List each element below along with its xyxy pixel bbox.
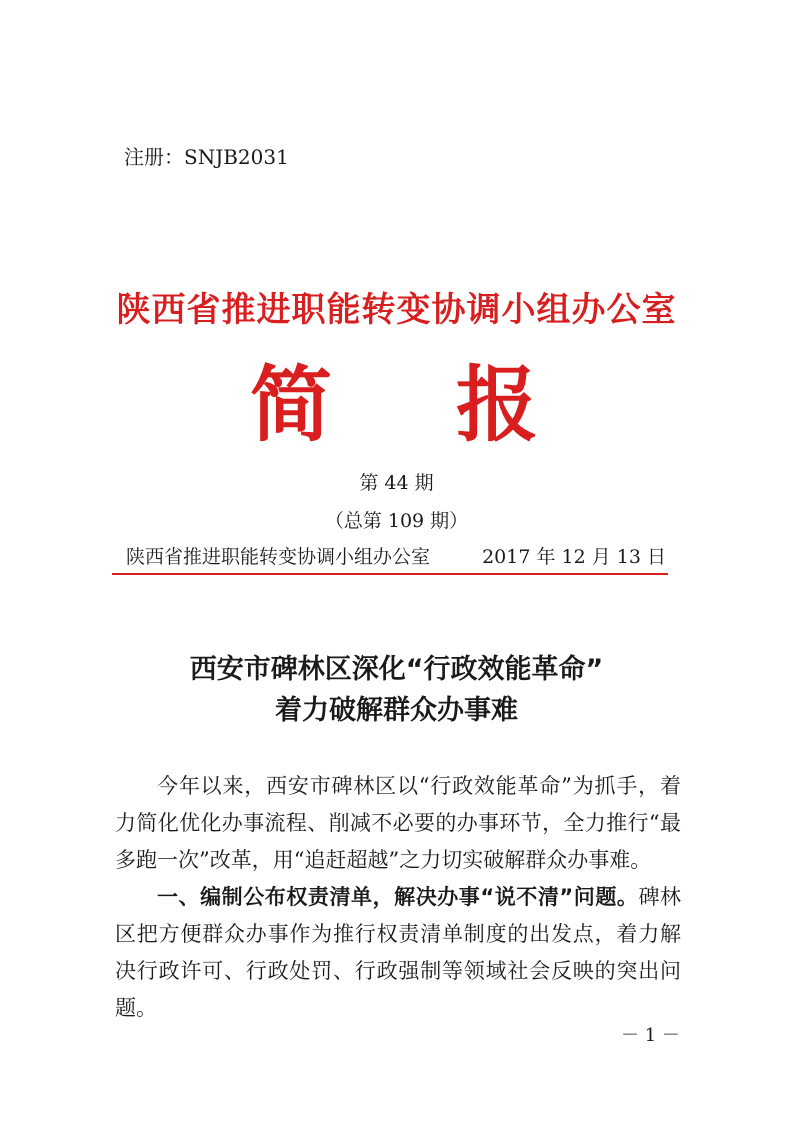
paragraph-section-1 xyxy=(115,879,681,1027)
issuing-office-header: 陕西省推进职能转变协调小组办公室 xyxy=(116,290,677,330)
section-1-body: 碑林区把方便群众办事作为推行权责清单制度的出发点，着力解决行政许可、行政处罚、行政强制等领域社会反映的突出问题。 xyxy=(115,885,681,1020)
paragraph-intro: 今年以来，西安市碑林区以“行政效能革命”为抓手，着力简化优化办事流程、削减不必要的办事环节，全力推行“最多跑一次”改革，用“追赶超越”之力切实破解群众办事难。 xyxy=(115,774,681,872)
article-title-line-2: 着力破解群众办事难 xyxy=(275,695,518,726)
issue-number: 第 44 期 xyxy=(359,472,434,494)
page-number: － 1 － xyxy=(621,1025,680,1046)
publisher-name: 陕西省推进职能转变协调小组办公室 xyxy=(126,546,431,568)
masthead-char-2: 报 xyxy=(456,358,539,453)
article-body xyxy=(115,768,681,1027)
bulletin-masthead xyxy=(0,356,793,456)
masthead-char-1: 简 xyxy=(250,358,333,453)
total-issue-number: （总第 109 期） xyxy=(324,510,469,532)
registration-number: 注册：SNJB2031 xyxy=(124,145,289,169)
red-divider-rule xyxy=(112,573,668,575)
article-title-line-1: 西安市碑林区深化“行政效能革命” xyxy=(189,654,604,685)
publisher-row xyxy=(126,542,666,569)
section-1-heading: 一、编制公布权责清单，解决办事“说不清”问题。 xyxy=(157,885,639,909)
publish-date: 2017 年 12 月 13 日 xyxy=(482,546,666,568)
